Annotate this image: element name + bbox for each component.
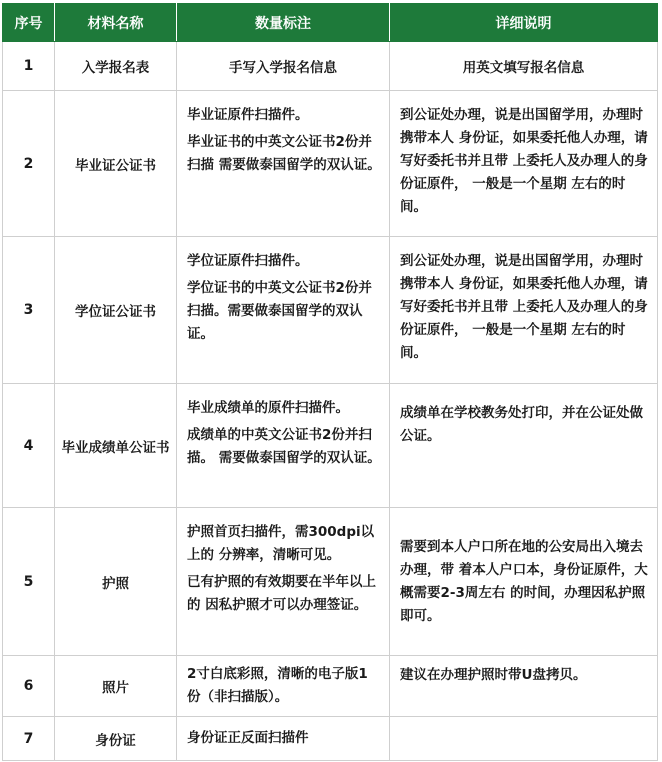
row-number: 2 [3, 91, 55, 237]
quantity-note [177, 91, 390, 237]
quantity-note [177, 508, 390, 656]
quantity-line: 护照首页扫描件，需300dpi以上的 分辨率，清晰可见。 [187, 524, 375, 563]
row-number: 7 [3, 717, 55, 761]
materials-table [2, 3, 658, 761]
row-number: 4 [3, 384, 55, 508]
quantity-line: 学位证原件扫描件。 [187, 253, 309, 269]
header-quantity-note: 数量标注 [177, 4, 390, 42]
quantity-note [177, 717, 390, 761]
quantity-line: 毕业证书的中英文公证书2份并扫描 需要做泰国留学的双认证。 [187, 134, 381, 173]
quantity-note [177, 384, 390, 508]
quantity-line: 成绩单的中英文公证书2份并扫描。 需要做泰国留学的双认证。 [187, 427, 381, 466]
row-number: 1 [3, 42, 55, 91]
material-name: 学位证公证书 [55, 237, 177, 384]
table-row [3, 717, 658, 761]
quantity-line: 学位证书的中英文公证书2份并扫描。需要做泰国留学的双认证。 [187, 280, 372, 342]
table-row [3, 656, 658, 717]
material-name: 照片 [55, 656, 177, 717]
table-row [3, 508, 658, 656]
detail-text: 需要到本人户口所在地的公安局出入境去办理，带 着本人户口本，身份证原件，大概需要2-3周左右 的时间，办理因私护照即可。 [390, 508, 658, 656]
row-number: 5 [3, 508, 55, 656]
quantity-note [177, 656, 390, 717]
table-row [3, 42, 658, 91]
detail-text: 用英文填写报名信息 [390, 42, 658, 91]
material-name: 毕业证公证书 [55, 91, 177, 237]
quantity-line: 已有护照的有效期要在半年以上的 因私护照才可以办理签证。 [187, 574, 376, 613]
table-row [3, 384, 658, 508]
header-detail: 详细说明 [390, 4, 658, 42]
detail-text: 成绩单在学校教务处打印，并在公证处做公证。 [390, 384, 658, 508]
quantity-line: 手写入学报名信息 [229, 60, 337, 76]
table-row [3, 91, 658, 237]
row-number: 6 [3, 656, 55, 717]
header-number: 序号 [3, 4, 55, 42]
table-header-row [3, 4, 658, 42]
table-row [3, 237, 658, 384]
quantity-note [177, 237, 390, 384]
quantity-line: 毕业证原件扫描件。 [187, 107, 309, 123]
material-name: 毕业成绩单公证书 [55, 384, 177, 508]
detail-text: 到公证处办理，说是出国留学用，办理时携带本人 身份证，如果委托他人办理，请写好委托书并且带 上委托人及办理人的身份证原件， 一般是一个星期 左右的时间。 [390, 91, 658, 237]
detail-text [390, 717, 658, 761]
detail-text: 建议在办理护照时带U盘拷贝。 [390, 656, 658, 717]
quantity-line: 2寸白底彩照，清晰的电子版1份（非扫描版）。 [187, 666, 368, 705]
quantity-note [177, 42, 390, 91]
quantity-line: 身份证正反面扫描件 [187, 730, 309, 746]
material-name: 身份证 [55, 717, 177, 761]
header-material-name: 材料名称 [55, 4, 177, 42]
material-name: 入学报名表 [55, 42, 177, 91]
row-number: 3 [3, 237, 55, 384]
material-name: 护照 [55, 508, 177, 656]
detail-text: 到公证处办理，说是出国留学用，办理时携带本人 身份证，如果委托他人办理，请写好委托书并且带 上委托人及办理人的身份证原件， 一般是一个星期 左右的时间。 [390, 237, 658, 384]
quantity-line: 毕业成绩单的原件扫描件。 [187, 400, 349, 416]
